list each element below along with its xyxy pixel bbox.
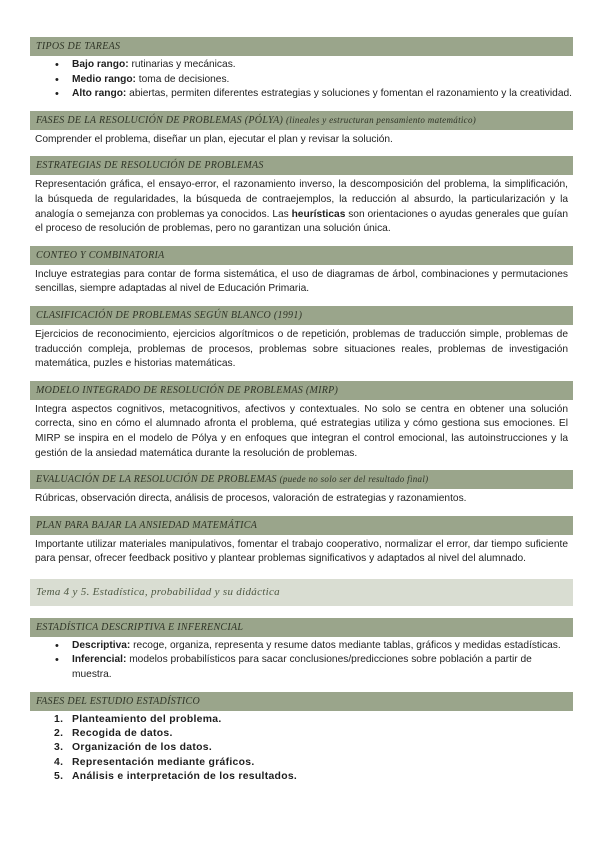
list-item xyxy=(72,653,573,682)
section-header-text: TIPOS DE TAREAS xyxy=(36,41,121,52)
section-header xyxy=(30,692,573,711)
list-item xyxy=(72,87,573,102)
item-number: 1. xyxy=(54,713,64,725)
section-tipos-de-tareas xyxy=(30,37,573,102)
bullet-list xyxy=(30,637,573,683)
section-body: Comprender el problema, diseñar un plan, ejecutar el plan y revisar la solución. xyxy=(35,133,393,145)
item-text: toma de decisiones. xyxy=(135,73,230,85)
section-header-note: (lineales y estructuran pensamiento matemático) xyxy=(286,114,477,125)
section-body: Rúbricas, observación directa, análisis de procesos, valoración de estrategias y razonamientos. xyxy=(35,493,467,505)
item-label: Medio rango: xyxy=(72,73,136,85)
item-text: Recogida de datos. xyxy=(72,727,173,739)
document-page xyxy=(30,37,573,784)
item-text: Planteamiento del problema. xyxy=(72,713,222,725)
item-label: Alto rango: xyxy=(72,88,127,100)
item-number: 3. xyxy=(54,742,64,754)
section-estadistica xyxy=(30,618,573,683)
item-label: Inferencial: xyxy=(72,654,127,666)
section-header-text: PLAN PARA BAJAR LA ANSIEDAD MATEMÁTICA xyxy=(36,519,258,531)
section-conteo xyxy=(30,246,573,297)
list-item xyxy=(54,770,573,784)
section-header xyxy=(30,381,573,400)
item-text: Representación mediante gráficos. xyxy=(72,756,255,768)
list-item xyxy=(72,58,573,73)
section-header-text: ESTADÍSTICA DESCRIPTIVA E INFERENCIAL xyxy=(36,621,244,633)
section-header-text: MODELO INTEGRADO DE RESOLUCIÓN DE PROBLEMAS (MIRP) xyxy=(36,384,339,396)
list-item xyxy=(72,639,573,654)
item-text: recoge, organiza, representa y resume datos mediante tablas, gráficos y medidas estadísticas. xyxy=(130,639,561,651)
item-label: Bajo rango: xyxy=(72,59,129,70)
topic-title: Tema 4 y 5. Estadística, probabilidad y su didáctica xyxy=(36,585,280,598)
section-header-note: (puede no solo ser del resultado final) xyxy=(279,474,429,485)
section-header-text: EVALUACIÓN DE LA RESOLUCIÓN DE PROBLEMAS xyxy=(36,474,277,486)
item-text: rutinarias y mecánicas. xyxy=(128,59,236,70)
section-header-text: ESTRATEGIAS DE RESOLUCIÓN DE PROBLEMAS xyxy=(36,160,264,172)
section-header xyxy=(30,618,573,637)
section-header xyxy=(30,470,573,489)
list-item xyxy=(72,73,573,88)
item-text: modelos probabilísticos para sacar conclusiones/predicciones sobre población a partir de muestra. xyxy=(72,654,532,681)
item-label: Descriptiva: xyxy=(72,639,131,651)
section-header-text: FASES DE LA RESOLUCIÓN DE PROBLEMAS (PÓLYA) xyxy=(36,114,284,126)
section-body: Ejercicios de reconocimiento, ejercicios algorítmicos o de repetición, problemas de traducción simple, problemas de traducción compleja, problemas de procesos, problemas sobre situaciones reales, problemas de investigación matemática, puzles e historias matemáticas. xyxy=(35,328,568,370)
section-estrategias xyxy=(30,156,573,236)
section-clasificacion xyxy=(30,306,573,372)
section-fases-polya xyxy=(30,111,573,148)
topic-banner xyxy=(30,579,573,606)
section-header xyxy=(30,306,573,325)
section-mirp xyxy=(30,381,573,461)
section-header xyxy=(30,246,573,265)
section-body: Incluye estrategias para contar de forma sistemática, el uso de diagramas de árbol, combinaciones y permutaciones sencillas, siempre adaptadas al nivel de Educación Primaria. xyxy=(35,268,568,295)
body-text: son orientaciones o ayudas generales que guían el proceso de resolución de problemas, pero no garantizan una solución única. xyxy=(35,208,568,235)
list-item xyxy=(54,741,573,755)
item-text: abiertas, permiten diferentes estrategias y soluciones y fomentan el razonamiento y la creatividad. xyxy=(126,88,572,100)
section-evaluacion xyxy=(30,470,573,507)
item-text: Organización de los datos. xyxy=(72,742,213,754)
section-plan-ansiedad xyxy=(30,516,573,567)
list-item xyxy=(54,713,573,727)
section-body: Integra aspectos cognitivos, metacognitivos, afectivos y contextuales. No solo se centra en obtener una solución correcta, sino en cómo el alumnado afronta el problema, qué estrategias utiliza y cómo gestiona sus emociones. El MIRP se inspira en el modelo de Pólya y en enfoques que integran el control emocional, las autoinstrucciones y la gestión de la ansiedad matemática durante la resolución de problemas. xyxy=(35,403,568,459)
section-body: Importante utilizar materiales manipulativos, fomentar el trabajo cooperativo, normalizar el error, dar tiempo suficiente para pensar, ofrecer feedback positivo y plantear problemas significativos y adaptados al nivel del alumnado. xyxy=(35,538,568,565)
list-item xyxy=(54,727,573,741)
item-number: 5. xyxy=(54,770,64,782)
section-header xyxy=(30,111,573,130)
item-text: Análisis e interpretación de los resultados. xyxy=(72,770,298,782)
list-item xyxy=(54,756,573,770)
section-fases-estudio xyxy=(30,692,573,784)
section-header-text: FASES DEL ESTUDIO ESTADÍSTICO xyxy=(36,695,200,707)
item-number: 2. xyxy=(54,727,64,739)
section-header xyxy=(30,156,573,175)
section-header-text: CONTEO Y COMBINATORIA xyxy=(36,249,165,261)
item-number: 4. xyxy=(54,756,64,768)
numbered-list xyxy=(30,711,573,784)
body-text: Representación gráfica, el ensayo-error, el razonamiento inverso, la descomposición del problema, la simplificación, la búsqueda de regularidades, la búsqueda de contraejemplos, la reducción al absurdo, la particularización y la analogía o semejanza con problemas ya conocidos. Las xyxy=(35,179,568,220)
section-header xyxy=(30,37,573,56)
section-body xyxy=(30,175,573,236)
section-header xyxy=(30,516,573,535)
section-header-text: CLASIFICACIÓN DE PROBLEMAS SEGÚN BLANCO (1991) xyxy=(36,309,303,321)
body-bold-term: heurísticas xyxy=(291,208,346,220)
bullet-list xyxy=(30,56,573,102)
